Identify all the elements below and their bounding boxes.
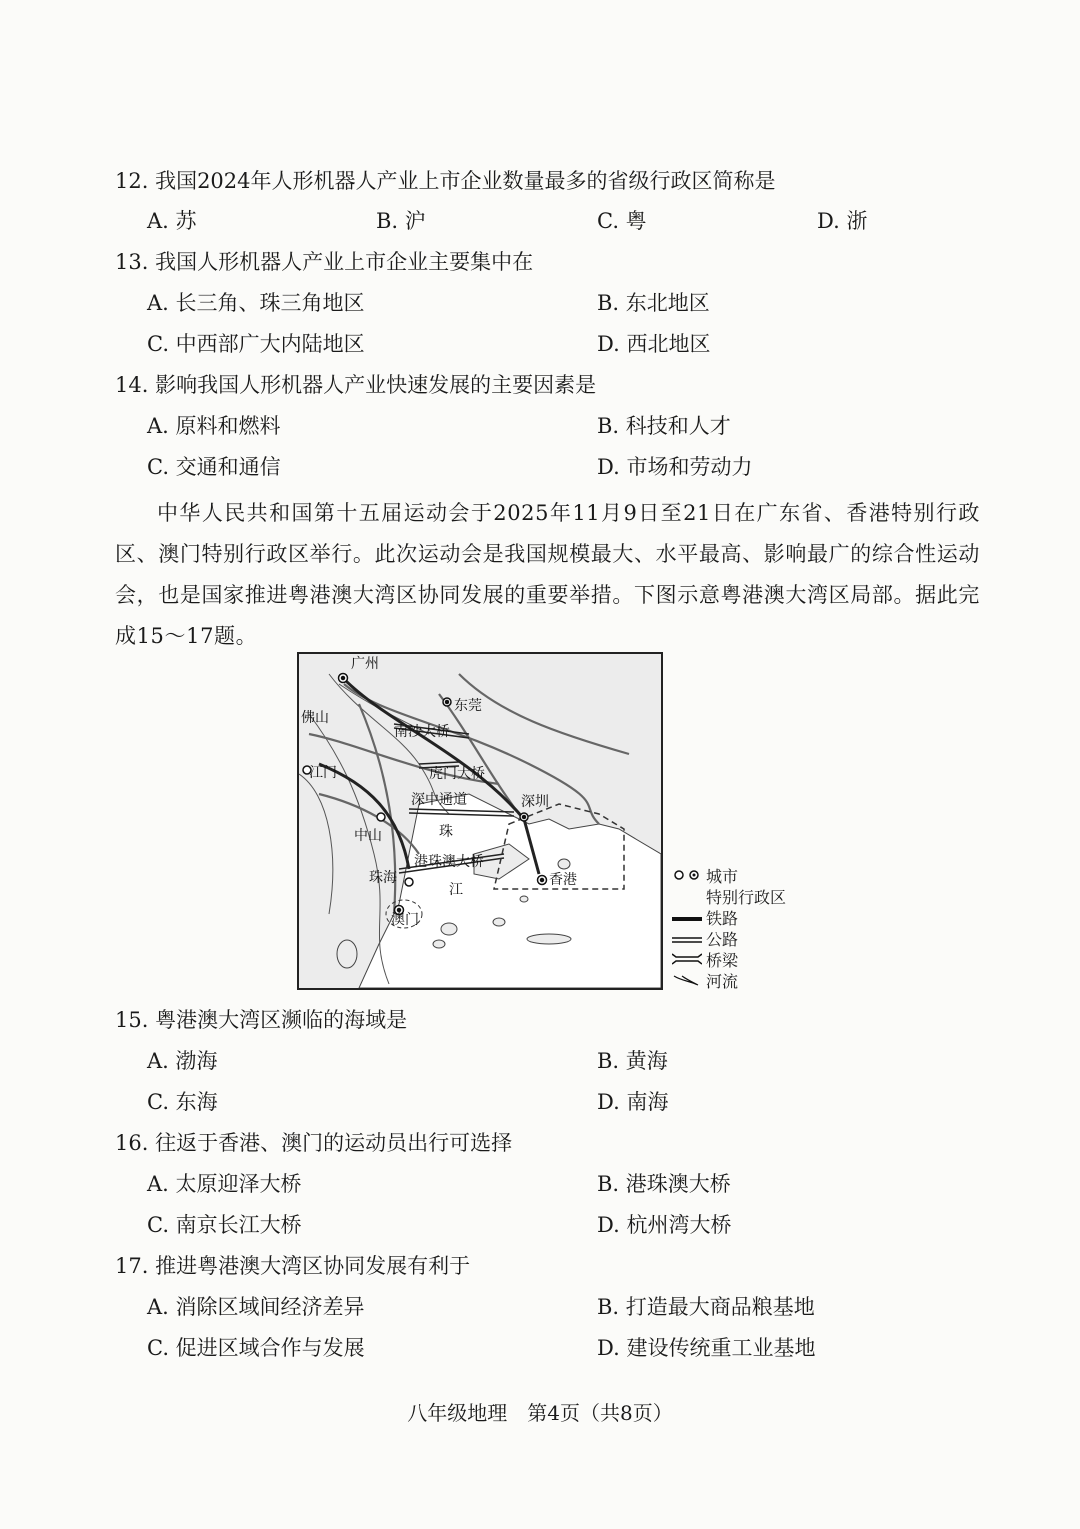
q13-option-d: D. 西北地区 (597, 332, 711, 356)
q15-option-c: C. 东海 (147, 1090, 218, 1114)
reading-passage: 中华人民共和国第十五届运动会于2025年11月9日至21日在广东省、香港特别行政区、澳门特别行政区举行。此次运动会是我国规模最大、水平最高、影响最广的综合性运动会，也是国家推进粤港澳大湾区协同发展的重要举措。下图示意粤港澳大湾区局部。据此完成15～17题。 (115, 501, 980, 648)
label-jiang: 江 (449, 882, 463, 898)
legend-sar-label: 特别行政区 (706, 888, 787, 907)
legend-city-label: 城市 (706, 867, 739, 886)
legend-city (672, 866, 786, 887)
map-drawing (299, 654, 661, 988)
label-shenzhen: 深圳 (521, 794, 549, 810)
q14-option-d: D. 市场和劳动力 (597, 455, 753, 479)
label-dongguan: 东莞 (454, 698, 482, 714)
label-zhongshan: 中山 (354, 828, 382, 844)
q14-option-b: B. 科技和人才 (597, 414, 731, 438)
label-zhu: 珠 (439, 824, 453, 840)
city-symbol-icon (672, 866, 706, 887)
page-footer: 八年级地理 第4页（共8页） (407, 1401, 673, 1425)
greater-bay-area-map (297, 652, 663, 990)
q15-option-b: B. 黄海 (597, 1049, 668, 1073)
label-foshan: 佛山 (301, 710, 329, 726)
q17-option-a: A. 消除区域间经济差异 (147, 1295, 365, 1319)
river-symbol-icon (672, 971, 706, 992)
label-hzm-bridge: 港珠澳大桥 (414, 854, 484, 870)
label-humen-bridge: 虎门大桥 (429, 766, 485, 782)
legend-bridge-label: 桥梁 (706, 951, 739, 970)
q13-option-c: C. 中西部广大内陆地区 (147, 332, 365, 356)
legend-road-label: 公路 (706, 930, 739, 949)
legend-river (672, 971, 786, 992)
railway-symbol-icon (672, 908, 706, 929)
q13-option-b: B. 东北地区 (597, 291, 710, 315)
q17-option-b: B. 打造最大商品粮基地 (597, 1295, 815, 1319)
question-14-stem: 14. 影响我国人形机器人产业快速发展的主要因素是 (115, 373, 597, 397)
question-13-stem: 13. 我国人形机器人产业上市企业主要集中在 (115, 250, 534, 274)
q12-option-b: B. 沪 (376, 209, 426, 233)
q16-option-b: B. 港珠澳大桥 (597, 1172, 731, 1196)
q16-option-a: A. 太原迎泽大桥 (147, 1172, 302, 1196)
legend-sar (672, 887, 786, 908)
q17-option-c: C. 促进区域合作与发展 (147, 1336, 365, 1360)
legend-railway-label: 铁路 (706, 909, 739, 928)
q16-option-c: C. 南京长江大桥 (147, 1213, 302, 1237)
question-17-stem: 17. 推进粤港澳大湾区协同发展有利于 (115, 1254, 471, 1278)
legend-bridge (672, 950, 786, 971)
q16-option-d: D. 杭州湾大桥 (597, 1213, 732, 1237)
q15-option-a: A. 渤海 (147, 1049, 218, 1073)
q17-option-d: D. 建设传统重工业基地 (597, 1336, 816, 1360)
question-16-stem: 16. 往返于香港、澳门的运动员出行可选择 (115, 1131, 513, 1155)
label-hongkong: 香港 (549, 872, 577, 888)
label-zhuhai: 珠海 (369, 870, 397, 886)
legend-railway (672, 908, 786, 929)
map-legend (672, 866, 786, 992)
bridge-symbol-icon (672, 950, 706, 971)
road-symbol-icon (672, 929, 706, 950)
q13-option-a: A. 长三角、珠三角地区 (147, 291, 365, 315)
label-nansha-bridge: 南沙大桥 (394, 724, 450, 740)
question-12-stem: 12. 我国2024年人形机器人产业上市企业数量最多的省级行政区简称是 (115, 169, 776, 193)
legend-river-label: 河流 (706, 972, 739, 991)
q14-option-c: C. 交通和通信 (147, 455, 281, 479)
label-guangzhou: 广州 (351, 656, 379, 672)
label-shenzhong-channel: 深中通道 (411, 792, 467, 808)
q14-option-a: A. 原料和燃料 (147, 414, 281, 438)
q12-option-c: C. 粤 (597, 209, 647, 233)
q12-option-d: D. 浙 (817, 209, 868, 233)
q15-option-d: D. 南海 (597, 1090, 669, 1114)
label-jiangmen: 江门 (309, 765, 337, 781)
q12-option-a: A. 苏 (147, 209, 197, 233)
question-15-stem: 15. 粤港澳大湾区濒临的海域是 (115, 1008, 408, 1032)
label-macau: 澳门 (391, 912, 419, 928)
legend-road (672, 929, 786, 950)
